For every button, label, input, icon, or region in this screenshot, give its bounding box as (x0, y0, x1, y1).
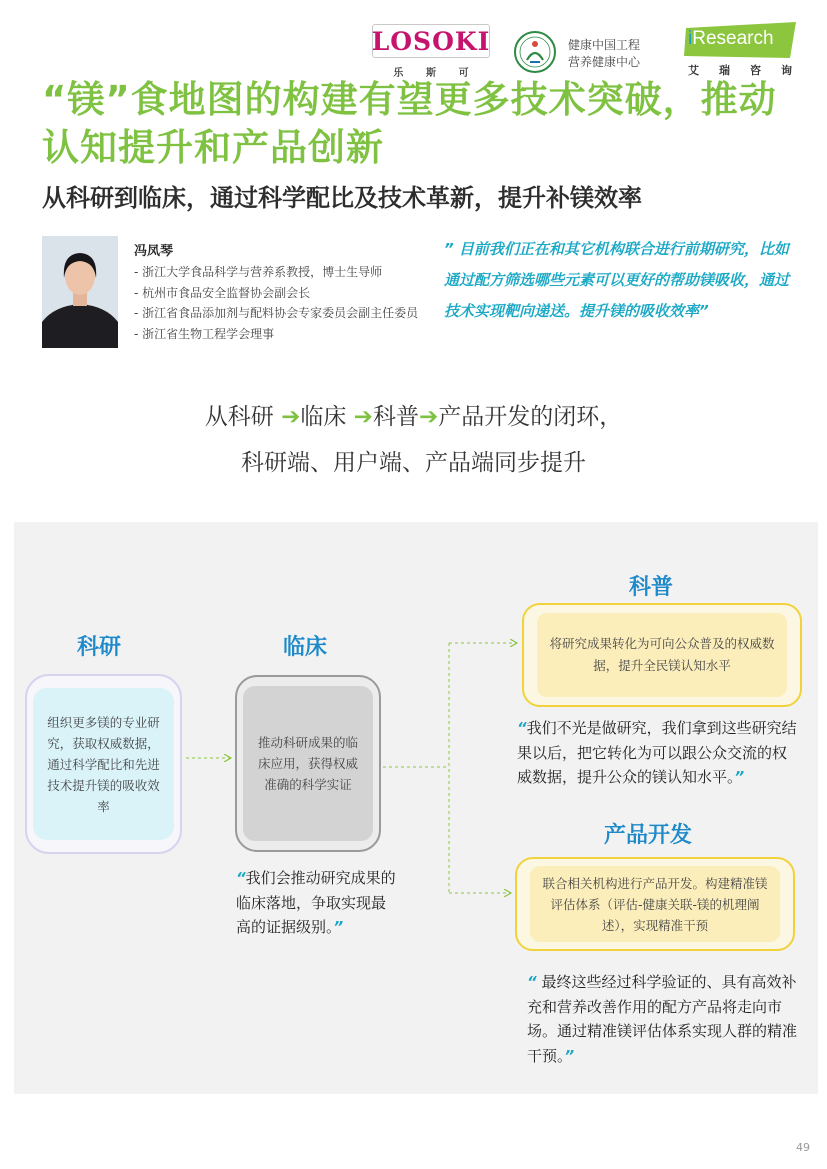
close-quote-mark: ” (564, 1046, 575, 1065)
page-subtitle: 从科研到临床，通过科学配比及技术革新，提升补镁效率 (42, 184, 642, 212)
portrait-image (42, 236, 118, 348)
losoki-char: 可 (458, 68, 469, 79)
quote-popularization (517, 716, 799, 790)
page-number: 49 (796, 1141, 810, 1154)
expert-quote: ” 目前我们正在和其它机构联合进行前期研究，比如通过配方筛选哪些元素可以更好的帮助镁吸收，通过技术实现靶向递送。提升镁的吸收效率” (444, 240, 790, 320)
losoki-wordmark: LOSOKI (371, 26, 491, 56)
iresearch-i: i (688, 28, 693, 49)
stage-heading-clinical: 临床 (283, 635, 328, 660)
expert-role: - 浙江省生物工程学会理事 (134, 326, 275, 341)
loop-step: 科普 (372, 404, 419, 430)
quote-clinical (236, 866, 396, 940)
expert-portrait (42, 236, 118, 348)
iresearch-char: 咨 (750, 64, 761, 77)
losoki-logo (372, 24, 490, 80)
loop-step: 产品开发的闭环， (438, 404, 623, 430)
health-center-line2: 营养健康中心 (568, 55, 641, 69)
loop-statement-line1 (0, 398, 827, 431)
stage-text-clinical: 推动科研成果的临床应用，获得权威准确的科学实证 (257, 735, 358, 792)
loop-statement-line2: 科研端、用户端、产品端同步提升 (241, 450, 586, 476)
stage-text-popularization: 将研究成果转化为可向公众普及的权威数据，提升全民镁认知水平 (549, 636, 775, 673)
quote-product (527, 970, 797, 1068)
health-seal-icon (513, 30, 557, 74)
iresearch-wordmark (688, 28, 774, 50)
green-arrow-icon: ➔ (281, 404, 301, 430)
open-quote-mark: “ (527, 973, 537, 991)
close-quote-mark: ” (333, 918, 344, 936)
losoki-wordmark-box (372, 24, 490, 58)
quote-popularization-body: 我们不光是做研究，我们拿到这些研究结果以后，把它转化为可以跟公众交流的权威数据，提升公众的镁认知水平。 (517, 719, 797, 786)
stage-box-research (33, 688, 174, 840)
stage-heading-product-development: 产品开发 (604, 823, 693, 848)
loop-step: 从科研 (204, 404, 282, 430)
stage-heading-science-popularization: 科普 (629, 575, 674, 600)
page-title: “镁”食地图的构建有望更多技术突破，推动认知提升和产品创新 (42, 78, 777, 169)
open-quote-mark: “ (236, 869, 246, 887)
stage-box-product (530, 866, 780, 942)
expert-role: - 浙江大学食品科学与营养系教授，博士生导师 (134, 265, 383, 279)
loop-step: 临床 (300, 404, 354, 430)
stage-text-product: 联合相关机构进行产品开发。构建精准镁评估体系（评估-健康关联-镁的机理阐述），实现精准干预 (542, 875, 768, 933)
iresearch-char: 艾 (688, 64, 699, 77)
close-quote-mark: ” (734, 768, 745, 786)
quote-clinical-body: 我们会推动研究成果的临床落地，争取实现最高的证据级别。 (236, 869, 396, 936)
health-center-logo (513, 30, 663, 76)
expert-name: 冯凤琴 (134, 244, 174, 259)
iresearch-char: 询 (781, 64, 792, 77)
losoki-char: 乐 (393, 68, 404, 79)
stage-heading-research: 科研 (77, 635, 122, 660)
expert-roles (134, 262, 439, 344)
expert-role: - 浙江省食品添加剂与配料协会专家委员会副主任委员 (134, 306, 419, 320)
losoki-char: 斯 (425, 68, 436, 79)
green-arrow-icon: ➔ (353, 404, 373, 430)
stage-box-popularization (537, 613, 787, 697)
iresearch-rest: Research (692, 28, 774, 49)
health-center-line1: 健康中国工程 (568, 38, 641, 52)
open-quote-mark: “ (517, 719, 527, 737)
expert-role: - 杭州市食品安全监督协会副会长 (134, 285, 311, 300)
green-arrow-icon: ➔ (418, 404, 439, 430)
iresearch-logo (684, 22, 802, 80)
stage-box-clinical (243, 686, 373, 841)
stage-text-research: 组织更多镁的专业研究，获取权威数据，通过科学配比和先进技术提升镁的吸收效率 (47, 714, 160, 814)
iresearch-char: 瑞 (719, 64, 730, 77)
quote-product-body: 最终这些经过科学验证的、具有高效补充和营养改善作用的配方产品将走向市场。通过精准镁评估体系实现人群的精准干预。 (527, 973, 798, 1065)
